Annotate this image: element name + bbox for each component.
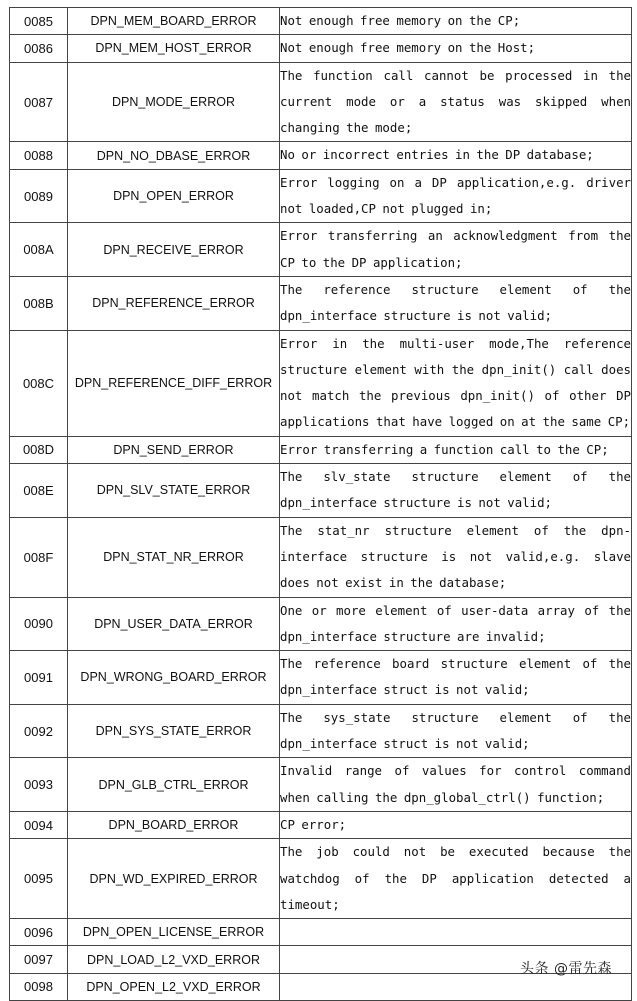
error-name-cell: DPN_OPEN_L2_VXD_ERROR: [68, 973, 280, 1000]
error-description-cell: The stat_nr structure element of the dpn-interface structure is not valid,e.g. slave does not exist in the database;: [280, 517, 632, 597]
error-code-cell: 008F: [10, 517, 68, 597]
error-description-cell: No or incorrect entries in the DP database;: [280, 142, 632, 169]
table-row: [10, 464, 632, 518]
table-row: [10, 839, 632, 919]
table-row: [10, 142, 632, 169]
table-row: [10, 8, 632, 35]
error-code-table-body: [10, 8, 632, 1001]
error-code-cell: 008A: [10, 223, 68, 277]
error-description-cell: Error transferring an acknowledgment from the CP to the DP application;: [280, 223, 632, 277]
error-code-cell: 0092: [10, 704, 68, 758]
table-row: [10, 436, 632, 463]
error-code-cell: 0086: [10, 35, 68, 62]
error-name-cell: DPN_SYS_STATE_ERROR: [68, 704, 280, 758]
error-name-cell: DPN_LOAD_L2_VXD_ERROR: [68, 946, 280, 973]
error-description-cell: Error transferring a function call to the CP;: [280, 436, 632, 463]
error-description-cell: The reference board structure element of the dpn_interface struct is not valid;: [280, 651, 632, 705]
error-description-cell: [280, 919, 632, 946]
error-description-cell: One or more element of user-data array of the dpn_interface structure are invalid;: [280, 597, 632, 651]
error-description-cell: Error in the multi-user mode,The reference structure element with the dpn_init() call does not match the previous dpn_init() of other DP applications that have logged on at the same CP;: [280, 330, 632, 436]
error-code-cell: 0087: [10, 62, 68, 142]
error-description-cell: The job could not be executed because the watchdog of the DP application detected a timeout;: [280, 839, 632, 919]
error-code-table: [9, 7, 632, 1001]
error-description-cell: The sys_state structure element of the dpn_interface struct is not valid;: [280, 704, 632, 758]
error-description-cell: Not enough free memory on the CP;: [280, 8, 632, 35]
error-description-cell: Not enough free memory on the Host;: [280, 35, 632, 62]
table-row: [10, 276, 632, 330]
error-code-cell: 008E: [10, 464, 68, 518]
error-name-cell: DPN_RECEIVE_ERROR: [68, 223, 280, 277]
table-row: [10, 517, 632, 597]
table-row: [10, 62, 632, 142]
error-code-cell: 008D: [10, 436, 68, 463]
error-name-cell: DPN_MEM_HOST_ERROR: [68, 35, 280, 62]
error-name-cell: DPN_GLB_CTRL_ERROR: [68, 758, 280, 812]
error-name-cell: DPN_SEND_ERROR: [68, 436, 280, 463]
error-description-cell: Invalid range of values for control command when calling the dpn_global_ctrl() function;: [280, 758, 632, 812]
error-name-cell: DPN_OPEN_ERROR: [68, 169, 280, 223]
table-row: [10, 704, 632, 758]
table-row: [10, 169, 632, 223]
error-name-cell: DPN_BOARD_ERROR: [68, 811, 280, 838]
error-code-cell: 0096: [10, 919, 68, 946]
table-row: [10, 919, 632, 946]
error-name-cell: DPN_USER_DATA_ERROR: [68, 597, 280, 651]
table-row: [10, 223, 632, 277]
error-description-cell: The slv_state structure element of the dpn_interface structure is not valid;: [280, 464, 632, 518]
error-code-cell: 0088: [10, 142, 68, 169]
error-name-cell: DPN_MODE_ERROR: [68, 62, 280, 142]
error-description-cell: Error logging on a DP application,e.g. driver not loaded,CP not plugged in;: [280, 169, 632, 223]
error-code-cell: 0089: [10, 169, 68, 223]
error-code-cell: 0097: [10, 946, 68, 973]
error-name-cell: DPN_SLV_STATE_ERROR: [68, 464, 280, 518]
error-name-cell: DPN_STAT_NR_ERROR: [68, 517, 280, 597]
error-name-cell: DPN_OPEN_LICENSE_ERROR: [68, 919, 280, 946]
error-name-cell: DPN_WRONG_BOARD_ERROR: [68, 651, 280, 705]
error-code-cell: 008B: [10, 276, 68, 330]
error-code-cell: 0095: [10, 839, 68, 919]
error-description-cell: The function call cannot be processed in the current mode or a status was skipped when changing the mode;: [280, 62, 632, 142]
table-row: [10, 597, 632, 651]
error-name-cell: DPN_NO_DBASE_ERROR: [68, 142, 280, 169]
error-code-cell: 0090: [10, 597, 68, 651]
table-row: [10, 758, 632, 812]
error-code-cell: 008C: [10, 330, 68, 436]
table-row: [10, 330, 632, 436]
error-code-cell: 0098: [10, 973, 68, 1000]
error-name-cell: DPN_WD_EXPIRED_ERROR: [68, 839, 280, 919]
error-name-cell: DPN_MEM_BOARD_ERROR: [68, 8, 280, 35]
error-code-cell: 0091: [10, 651, 68, 705]
error-code-cell: 0094: [10, 811, 68, 838]
table-row: [10, 35, 632, 62]
error-name-cell: DPN_REFERENCE_DIFF_ERROR: [68, 330, 280, 436]
table-row: [10, 651, 632, 705]
error-code-cell: 0093: [10, 758, 68, 812]
watermark: 头条 @雷先森: [520, 961, 612, 977]
error-description-cell: CP error;: [280, 811, 632, 838]
error-name-cell: DPN_REFERENCE_ERROR: [68, 276, 280, 330]
error-description-cell: The reference structure element of the dpn_interface structure is not valid;: [280, 276, 632, 330]
error-code-cell: 0085: [10, 8, 68, 35]
table-row: [10, 811, 632, 838]
